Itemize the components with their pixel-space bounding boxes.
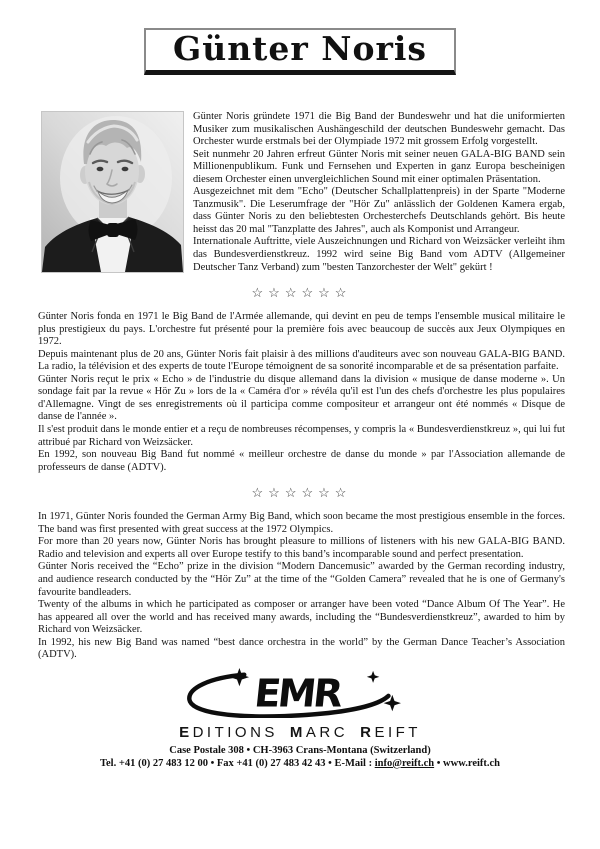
publisher-word: REIFT (360, 723, 421, 741)
footer-contact-prefix: Tel. +41 (0) 27 483 12 00 • Fax +41 (0) 27 483 42 43 • E-Mail : (99, 757, 375, 769)
paragraph-fr-4: Il s'est produit dans le monde entier et a reçu de nombreuses récompenses, y compris la « Bundesverdienstkreuz », qui lui fut attribué par Richard von Weizsäcker. (38, 424, 565, 448)
paragraph-de-3: Ausgezeichnet mit dem "Echo" (Deutscher Schallplattenpreis) in der Sparte "Moderne Tanzmusik". Die Leserumfrage der "Hör Zu" anlässlich der Goldenen Kamera ergab, dass Günter Noris zu den beliebtesten Orchesterchefs Deutschlands gehört. Bis heute heisst das 20 mal "Tanzplatte des Jahres", auch als Komponist und Arrangeur. (193, 186, 565, 235)
portrait-illustration (42, 112, 183, 272)
paragraph-en-4: Twenty of the albums in which he participated as composer or arranger have been voted “Dance Album Of The Year”. He has appeared all over the world and has received many awards, including the “Bundesverdienstkreuz”, awarded to him by Richard von Weizsäcker. (38, 599, 565, 636)
english-section (38, 511, 565, 662)
stars-separator: ☆☆☆☆☆☆ (251, 485, 352, 501)
paragraph-en-1: In 1971, Günter Noris founded the German Army Big Band, which soon became the most prestigious ensemble in the forces. The band was first presented with great success at the 1972 Olympics. (38, 511, 565, 535)
footer-contact-suffix: • www.reift.ch (434, 757, 501, 769)
paragraph-en-3: Günter Noris received the “Echo” prize in the division “Modern Dancemusic” awarded by the German recording industry, and audience research conducted by the “Hör Zu” at the time of the “Golden Camera” revealed that he is one of Germany's favourite bandleaders. (38, 561, 565, 598)
paragraph-fr-3: Günter Noris reçut le prix « Echo » de l'industrie du disque allemand dans la division « musique de danse moderne ». Un sondage fait par la revue « Hör Zu » lors de la « Caméra d'or » révéla qu'il est l'un des chefs d'orchestre les plus populaires d'Allemagne. Vingt de ses enregistrements où il participa comme compositeur et arrangeur ont été nommés « Disque de danse de l'année ». (38, 373, 565, 423)
emr-logo (0, 668, 600, 723)
emr-wordmark: EMR (252, 671, 343, 717)
french-section (38, 311, 565, 474)
emr-logo-graphic (184, 668, 416, 718)
content-area (0, 111, 600, 662)
publisher-word: MARC (289, 723, 349, 741)
publisher-word: EDITIONS (179, 723, 278, 741)
stars-separator: ☆☆☆☆☆☆ (251, 285, 352, 301)
paragraph-en-2: For more than 20 years now, Günter Noris has brought pleasure to millions of listeners with his new GALA-BIG BAND. Radio and television and experts all over Europe testify to this band’s incomparable sound and perfect presentation. (38, 536, 565, 560)
german-section (38, 111, 565, 274)
publisher-name (0, 724, 600, 741)
paragraph-fr-5: En 1992, son nouveau Big Band fut nommé « meilleur orchestre de danse du monde » par l'Association allemande de professeurs de danse (ADTV). (38, 449, 565, 473)
paragraph-de-2: Seit nunmehr 20 Jahren erfreut Günter Noris mit seiner neuen GALA-BIG BAND sein Millionenpublikum. Funk und Fernsehen und Experten in ganz Europa bescheinigen diesem Orchester einen unvergleichlichen Sound mit einer optimalen Präsentation. (193, 148, 565, 185)
paragraph-de-4: Internationale Auftritte, viele Auszeichnungen und Richard von Weizsäcker verleiht ihm das Bundesverdienstkreuz. 1992 wird seine Big Band vom ADTV (Allgemeiner Deutscher Tanz Verband) zum "besten Tanzorchester der Welt" gekürt ! (193, 236, 565, 273)
email-link[interactable]: info@reift.ch (374, 757, 435, 769)
footer-address: Case Postale 308 • CH-3963 Crans-Montana (Switzerland) (169, 744, 431, 756)
paragraph-de-1: Günter Noris gründete 1971 die Big Band der Bundeswehr und hat die uniformierten Musiker zum musikalischen Aushängeschild der deutschen Bundeswehr gemacht. Das Orchester wurde erstmals bei der Olympiade 1972 mit grossem Erfolg vorgestellt. (193, 111, 565, 148)
paragraph-fr-1: Günter Noris fonda en 1971 le Big Band de l'Armée allemande, qui devint en peu de temps l'ensemble musical militaire le plus prestigieux du pays. L'orchestre fut présenté pour la première fois avec beaucoup de succès aux Jeux Olympiques en 1972. (38, 311, 565, 348)
footer (0, 744, 600, 770)
page-title: Günter Noris (173, 29, 427, 68)
star-icon (367, 671, 380, 683)
title-box (144, 28, 456, 75)
paragraph-en-5: In 1992, his new Big Band was named “best dance orchestra in the world” by the German Dance Teacher’s Association (ADTV). (38, 636, 565, 661)
footer-contact (0, 757, 600, 770)
star-icon (230, 668, 249, 686)
paragraph-fr-2: Depuis maintenant plus de 20 ans, Günter Noris fait plaisir à des millions d'auditeurs avec son nouveau GALA-BIG BAND. La radio, la télévision et des experts de toute l'Europe témoignent de sa sonorité incomparable et de sa présentation parfaite. (38, 348, 565, 373)
portrait-photo (42, 112, 183, 272)
